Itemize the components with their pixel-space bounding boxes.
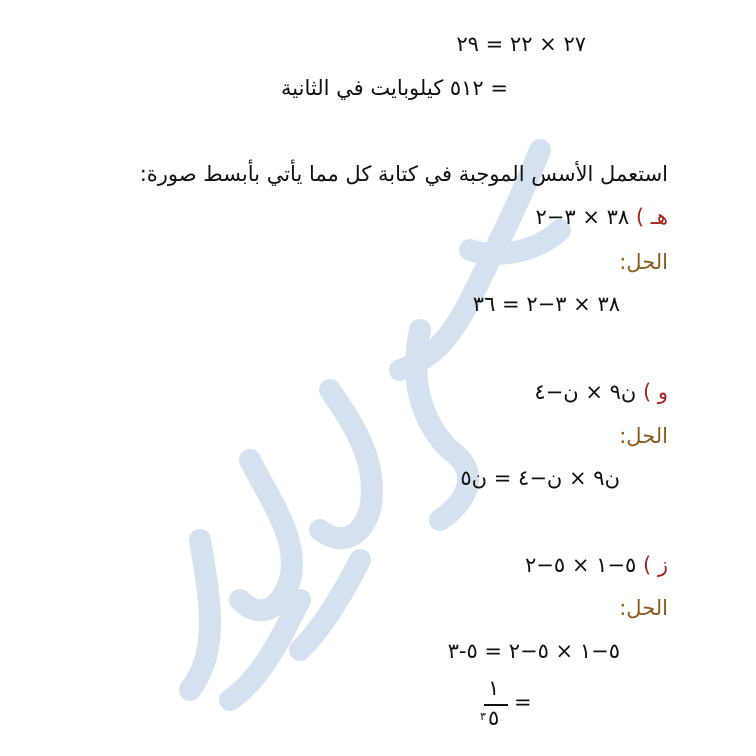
fraction-denominator: ٥ [488,706,500,730]
problem-label: و ) [642,380,668,404]
solution-expression: ٥−١ × ٥−٢ = ٥-٣ [447,639,620,663]
solution-expression: ٣٨ × ٣−٢ = ٣٦ [472,292,620,316]
problem-label: هـ ) [635,205,668,229]
problem-zay [525,551,668,579]
watermark-stroke [470,230,560,254]
problem-waw [534,378,668,406]
problem-expression: ٣٨ × ٣−٢ [535,205,630,229]
solution-label: الحل: [619,596,668,620]
watermark-stroke [240,460,292,610]
equation-line-2: = ٥١٢ كيلوبايت في الثانية [281,76,508,100]
solution-expression: ن٩ × ن−٤ = ن٥ [460,466,620,490]
instruction-text: استعمل الأسس الموجبة في كتابة كل مما يأتي بأبسط صورة: [139,162,668,186]
watermark-stroke [320,390,372,538]
problem-label: ز ) [642,553,668,577]
equation-line-1: ٢٧ × ٢٢ = ٢٩ [456,32,586,56]
fraction-equals: = [514,690,532,714]
problem-he [536,203,668,231]
solution-label: الحل: [619,250,668,274]
problem-expression: ن٩ × ن−٤ [534,380,637,404]
watermark-stroke [300,560,360,650]
problem-expression: ٥−١ × ٥−٢ [525,553,637,577]
watermark-stroke [230,600,300,700]
solution-label: الحل: [619,424,668,448]
watermark-stroke [190,540,210,690]
fraction-numerator: ١ [488,676,500,700]
fraction-result [480,676,540,736]
fraction-exponent: ٣ [480,710,486,723]
